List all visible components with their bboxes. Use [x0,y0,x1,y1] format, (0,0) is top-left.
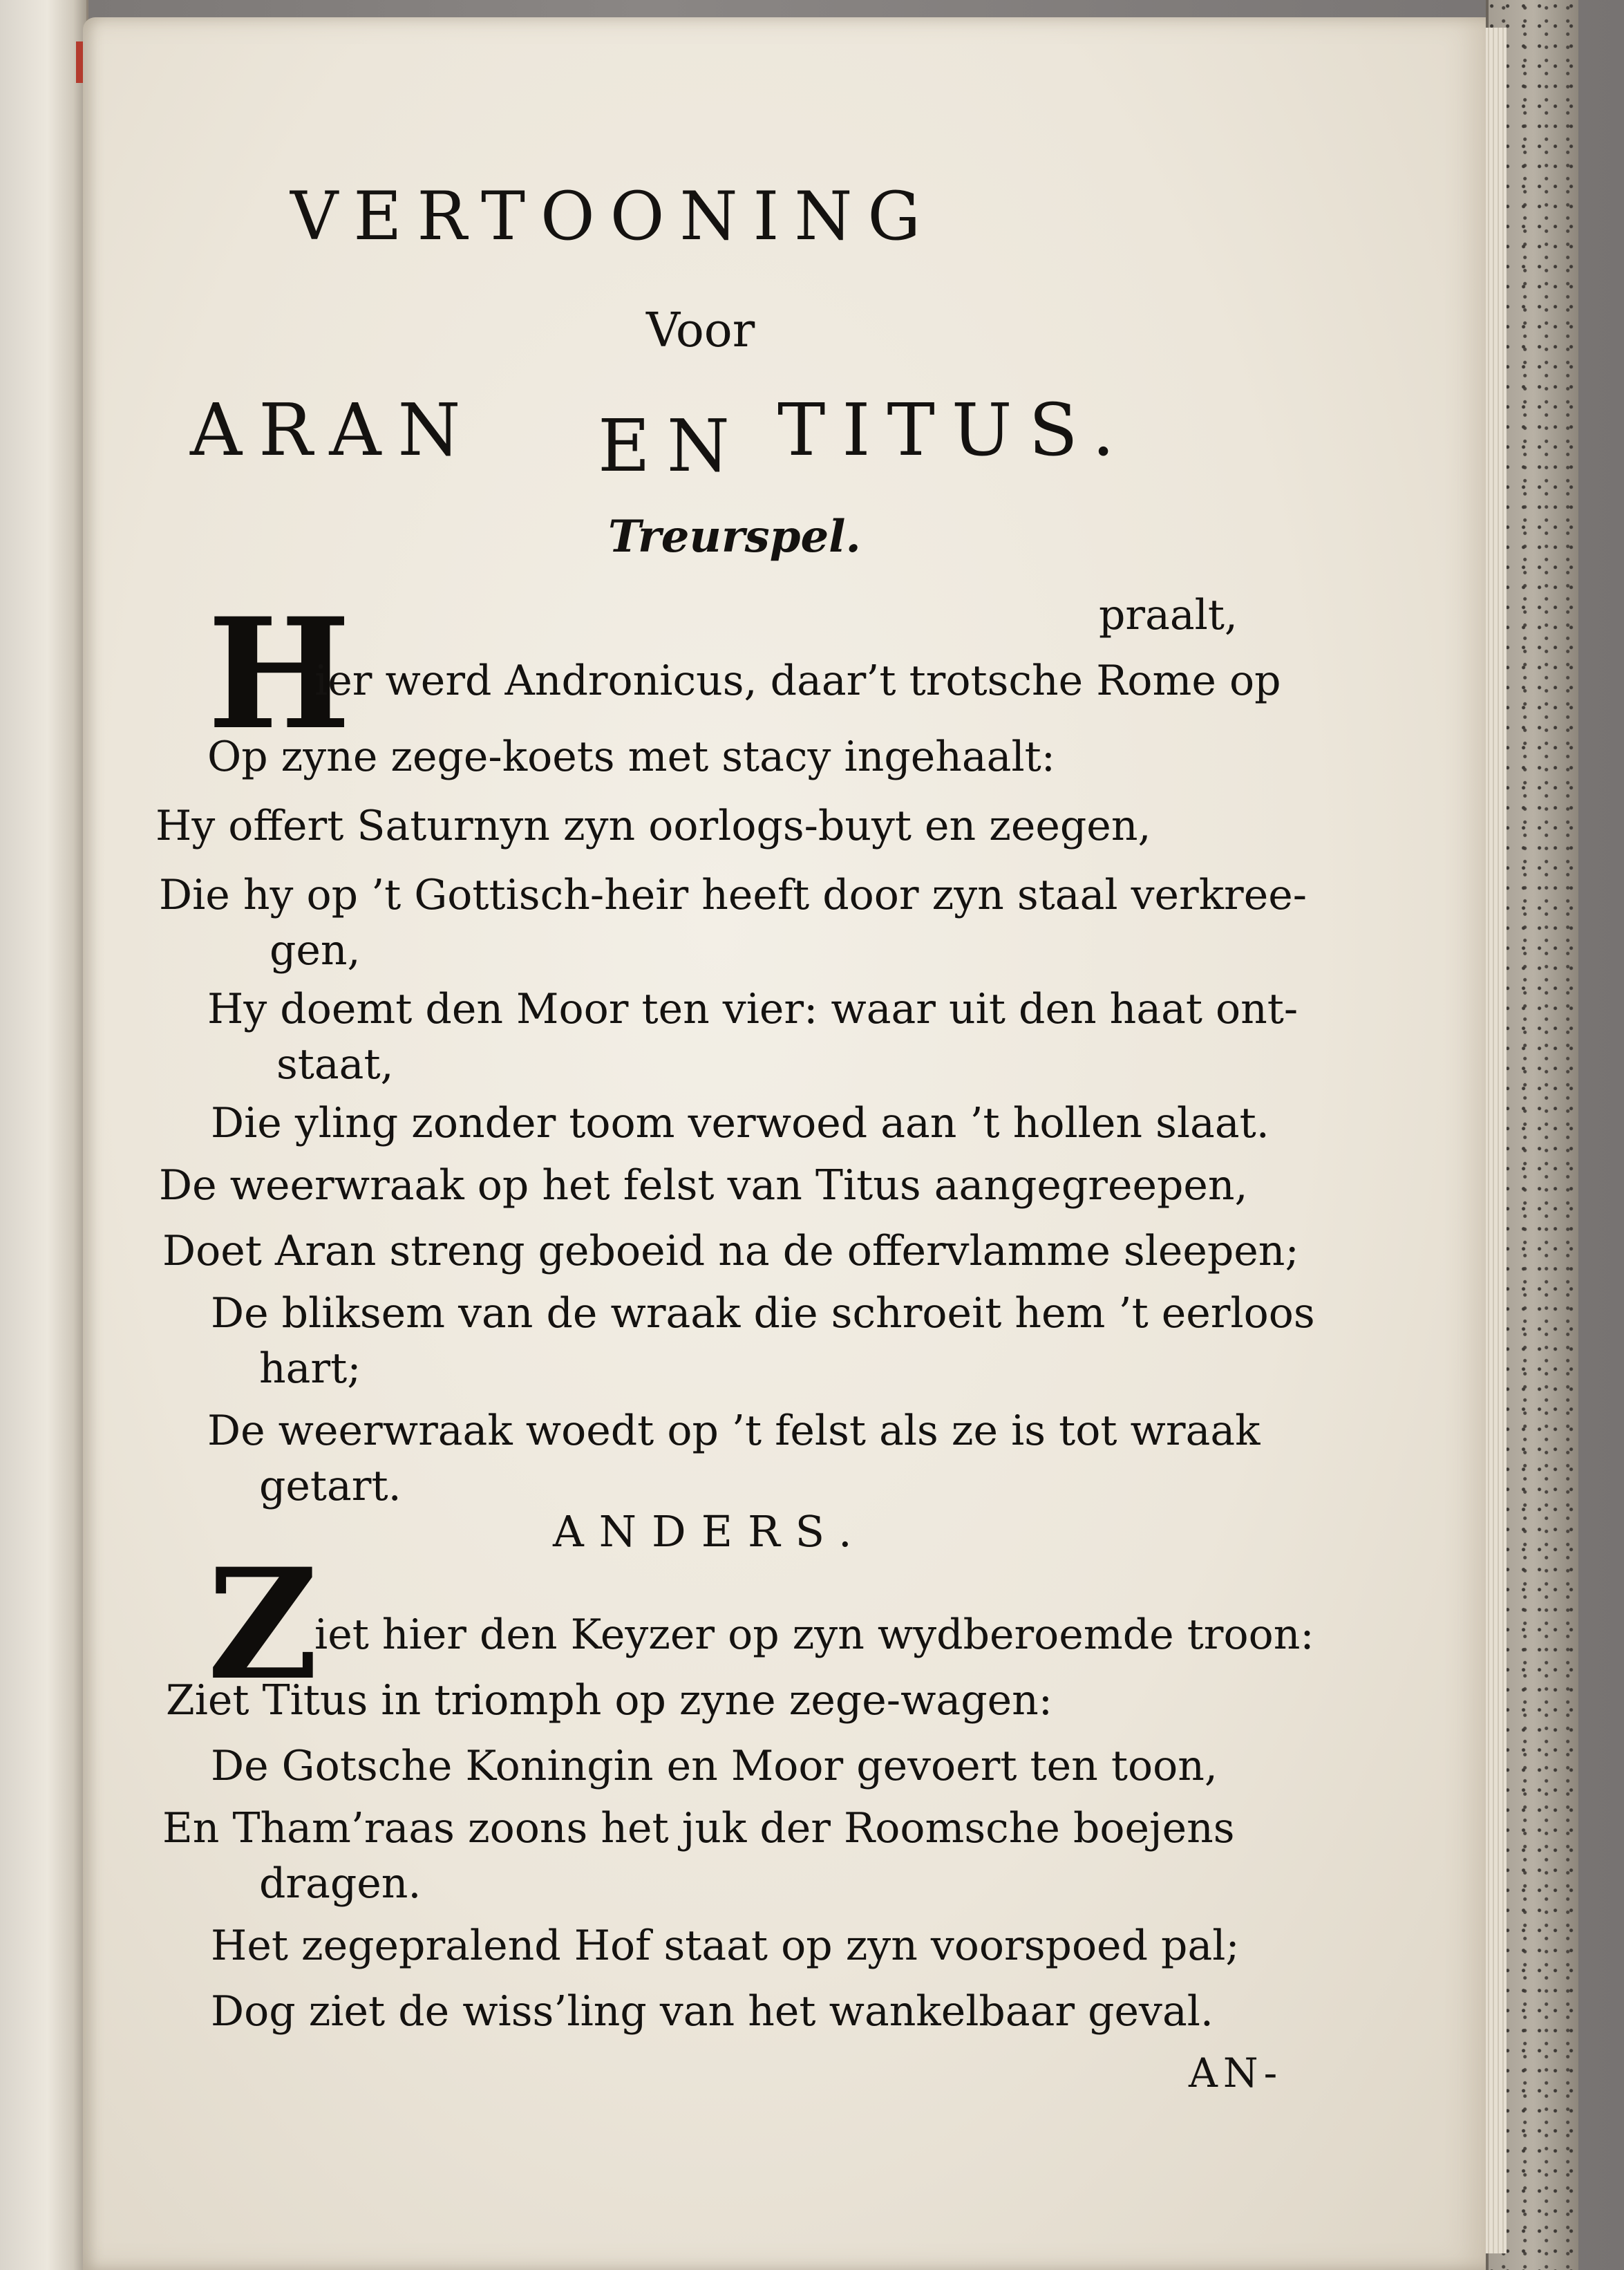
verse-line: De weerwraak woedt op ’t felst als ze is tot wraak [207,1407,1261,1455]
verse-line: Op zyne zege-koets met stacy ingehaalt: [207,733,1055,781]
verse-line: Die yling zonder toom verwoed aan ’t hollen slaat. [211,1099,1269,1147]
verse-line: Ziet Titus in triomph op zyne zege-wagen: [166,1676,1052,1725]
book-page [83,17,1486,2270]
verse-line: iet hier den Keyzer op zyn wydberoemde troon: [314,1611,1314,1659]
verse-line: Doet Aran streng geboeid na de offervlamme sleepen; [162,1227,1299,1275]
title-voor: Voor [646,303,755,358]
drop-cap-z: Z [207,1535,319,1714]
title-titus: TITUS. [777,388,1132,472]
verse-line: gen, [270,926,361,975]
verse-overflow: praalt, [1099,591,1238,639]
section-heading: ANDERS. [553,1506,867,1557]
verse-line: De weerwraak op het felst van Titus aangegreepen, [159,1161,1248,1210]
verse-line: En Tham’raas zoons het juk der Roomsche boejens [162,1804,1235,1852]
verse-line: ier werd Andronicus, daar’t trotsche Rome op [314,657,1281,705]
title-vertooning: VERTOONING [290,178,936,255]
verse-line: Hy offert Saturnyn zyn oorlogs-buyt en zeegen, [155,802,1151,850]
drop-cap-h: H [207,584,351,763]
facing-page-edge [0,0,88,2270]
title-en: EN [598,404,746,488]
verse-line: De bliksem van de wraak die schroeit hem ’t eerloos [211,1289,1315,1338]
verse-line: Die hy op ’t Gottisch-heir heeft door zyn staal verkree- [159,871,1307,919]
verse-line: getart. [259,1462,402,1510]
verse-line: De Gotsche Koningin en Moor gevoert ten toon, [211,1742,1218,1790]
verse-line: staat, [276,1040,394,1089]
genre-label: Treurspel. [608,511,861,563]
verse-line: hart; [259,1344,361,1393]
verse-line: Het zegepralend Hof staat op zyn voorspoed pal; [211,1922,1240,1970]
verse-line: dragen. [259,1859,422,1908]
title-aran: ARAN [190,388,478,472]
verse-line: Dog ziet de wiss’ling van het wankelbaar geval. [211,1987,1214,2036]
catchword: AN- [1189,2049,1283,2097]
verse-line: Hy doemt den Moor ten vier: waar uit den haat ont- [207,985,1299,1033]
